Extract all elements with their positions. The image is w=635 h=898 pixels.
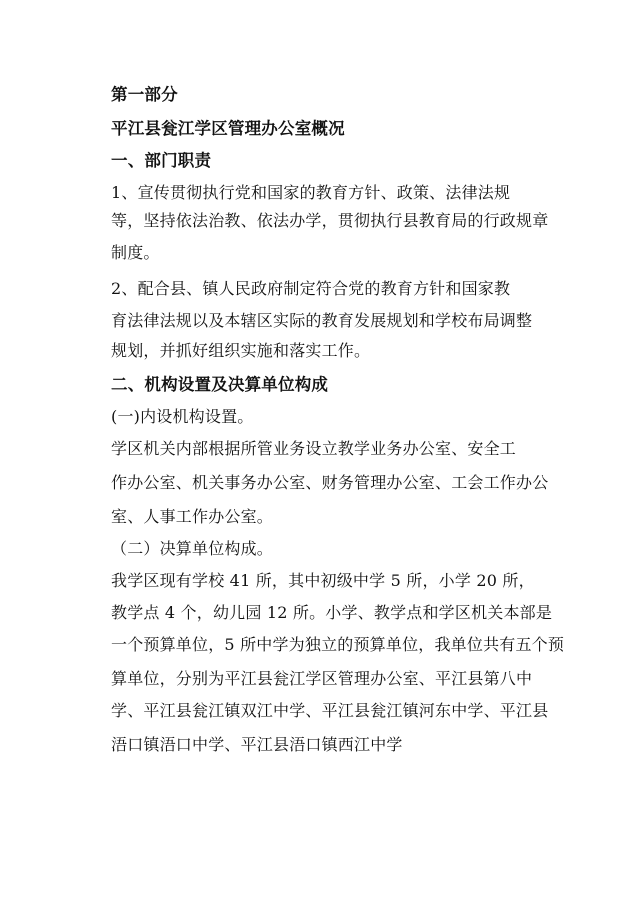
section1-item2-line2: 育法律法规以及本辖区实际的教育发展规划和学校布局调整 [111, 311, 533, 330]
section2-sub1-heading: (一)内设机构设置。 [111, 407, 254, 426]
section2-sub2-line1: 我学区现有学校 41 所，其中初级中学 5 所，小学 20 所， [111, 571, 535, 590]
part-label: 第一部分 [111, 85, 178, 104]
section2-sub2-line5: 学、平江县瓮江镇双江中学、平江县瓮江镇河东中学、平江县 [111, 701, 549, 720]
section1-heading: 一、部门职责 [111, 151, 212, 170]
section2-sub2-line6: 浯口镇浯口中学、平江县浯口镇西江中学 [111, 735, 403, 754]
section2-sub1-line2: 作办公室、机关事务办公室、财务管理办公室、工会工作办公 [111, 473, 549, 492]
section2-sub2-line2: 教学点 4 个，幼儿园 12 所。小学、教学点和学区机关本部是 [111, 603, 553, 622]
section2-sub1-line3: 室、人事工作办公室。 [111, 507, 274, 526]
section1-item1-line3: 制度。 [111, 243, 160, 262]
section2-heading: 二、机构设置及决算单位构成 [111, 375, 329, 394]
section2-sub1-line1: 学区机关内部根据所管业务设立教学业务办公室、安全工 [111, 439, 517, 458]
section1-item1-line1: 1、宣传贯彻执行党和国家的教育方针、政策、法律法规 [111, 183, 511, 202]
section2-sub2-heading: （二）决算单位构成。 [111, 539, 274, 558]
section2-sub2-line4: 算单位，分别为平江县瓮江学区管理办公室、平江县第八中 [111, 669, 533, 688]
section1-item2-line3: 规划，并抓好组织实施和落实工作。 [111, 341, 371, 360]
org-title: 平江县瓮江学区管理办公室概况 [111, 119, 345, 138]
section1-item1-line2: 等，坚持依法治教、依法办学，贯彻执行县教育局的行政规章 [111, 211, 549, 230]
section2-sub2-line3: 一个预算单位，5 所中学为独立的预算单位，我单位共有五个预 [111, 635, 565, 654]
section1-item2-line1: 2、配合县、镇人民政府制定符合党的教育方针和国家教 [111, 279, 511, 298]
